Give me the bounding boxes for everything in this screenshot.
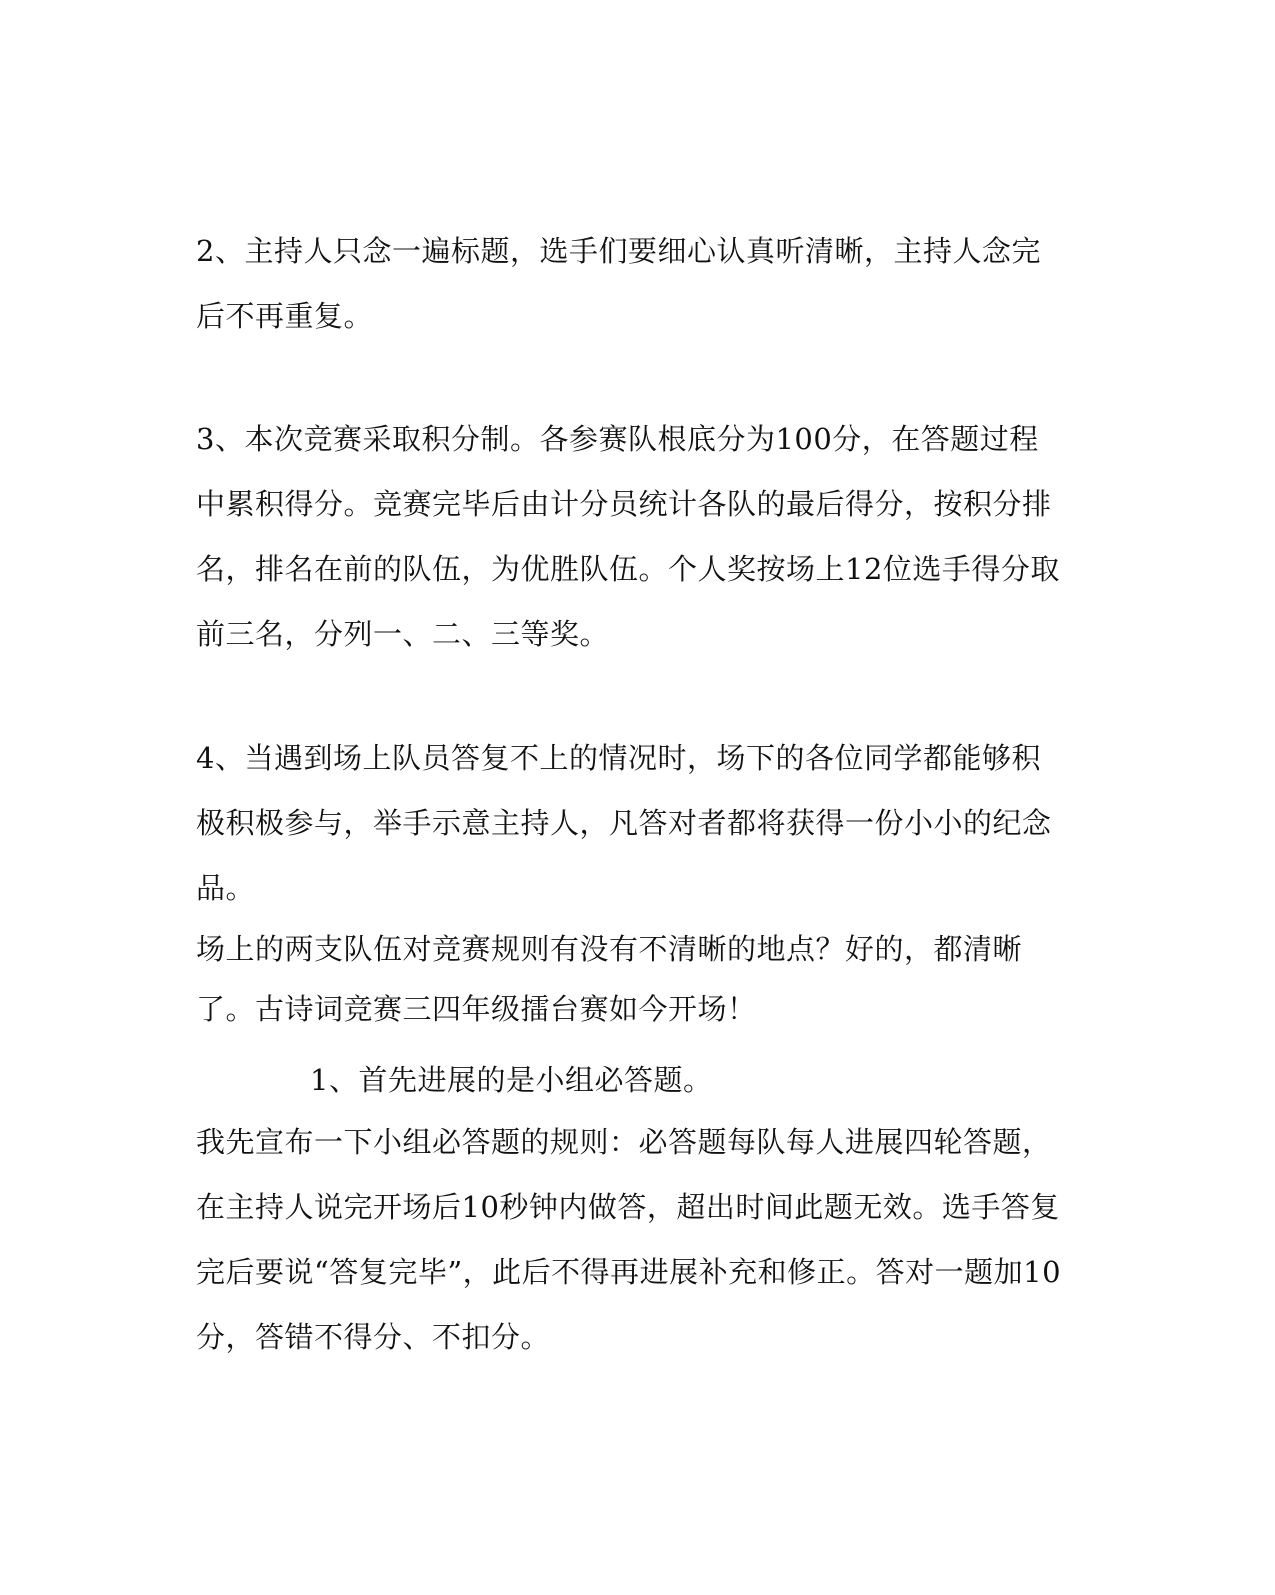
section-1-rules-paragraph: 我先宣布一下小组必答题的规则：必答题每队每人进展四轮答题，在主持人说完开场后10秒钟内做答，超出时间此题无效。选手答复完后要说“答复完毕”，此后不得再进展补充和修正。答对一题加10分，答错不得分、不扣分。 [196, 1125, 1062, 1354]
rule-3-paragraph: 3、本次竞赛采取积分制。各参赛队根底分为100分，在答题过程中累积得分。竞赛完毕后由计分员统计各队的最后得分，按积分排名，排名在前的队伍，为优胜队伍。个人奖按场上12位选手得分取前三名，分列一、二、三等奖。 [196, 422, 1060, 651]
rule-2-paragraph: 2、主持人只念一遍标题，选手们要细心认真听清晰，主持人念完后不再重复。 [196, 234, 1041, 333]
section-1-heading: 1、首先进展的是小组必答题。 [310, 1063, 713, 1097]
rule-4-paragraph: 4、当遇到场上队员答复不上的情况时，场下的各位同学都能够积极积极参与，举手示意主持人，凡答对者都将获得一份小小的纪念品。 [196, 741, 1052, 905]
intro-paragraph: 场上的两支队伍对竞赛规则有没有不清晰的地点？好的，都清晰了。古诗词竞赛三四年级擂台赛如今开场！ [196, 932, 1023, 1026]
